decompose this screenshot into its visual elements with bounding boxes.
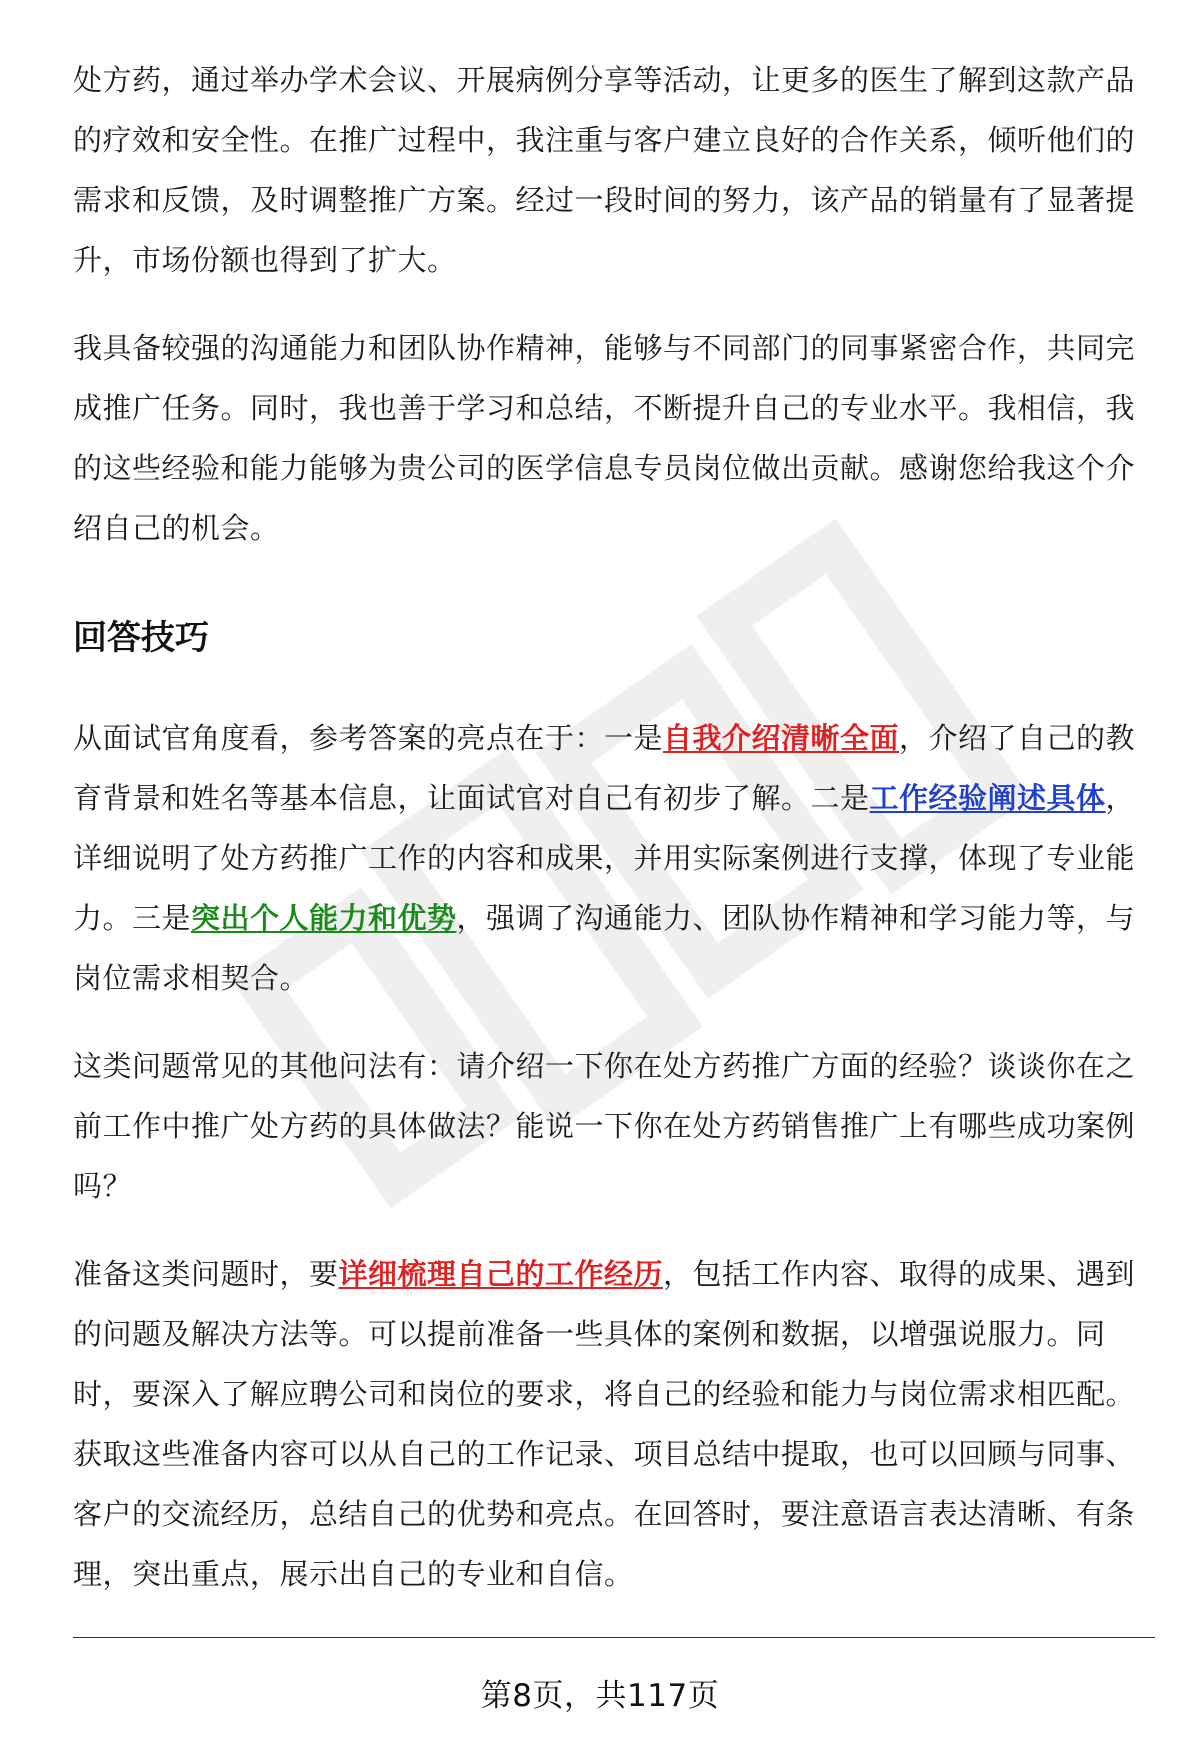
text-segment: ，强调了沟通能力、团队协作精神和学习能力等，与岗位需求相契合。 — [73, 901, 1136, 995]
document-body — [73, 50, 1145, 1604]
highlight-work-history: 详细梳理自己的工作经历 — [338, 1257, 664, 1291]
text-segment: ，包括工作内容、取得的成果、遇到的问题及解决方法等。可以提前准备一些具体的案例和数据，以增强说服力。同时，要深入了解应聘公司和岗位的要求，将自己的经验和能力与岗位需求相匹配。获取这些准备内容可以从自己的工作记录、项目总结中提取，也可以回顾与同事、客户的交流经历，总结自己的优势和亮点。在回答时，要注意语言表达清晰、有条理，突出重点，展示出自己的专业和自信。 — [73, 1257, 1136, 1591]
paragraph-highlights — [73, 708, 1145, 1008]
page-number: 第8页，共117页 — [480, 1678, 720, 1714]
section-heading: 回答技巧 — [73, 618, 209, 658]
text-segment: ，详细说明了处方药推广工作的内容和成果，并用实际案例进行支撑，体现了专业能力。三是 — [73, 781, 1136, 935]
text-segment: 从面试官角度看，参考答案的亮点在于：一是 — [73, 721, 664, 755]
text-segment: ，介绍了自己的教育背景和姓名等基本信息，让面试官对自己有初步了解。二是 — [73, 721, 1136, 815]
paragraph-other-questions: 这类问题常见的其他问法有：请介绍一下你在处方药推广方面的经验？谈谈你在之前工作中推广处方药的具体做法？能说一下你在处方药销售推广上有哪些成功案例吗？ — [73, 1049, 1136, 1203]
highlight-work-experience: 工作经验阐述具体 — [869, 781, 1106, 815]
text-segment: 准备这类问题时，要 — [73, 1257, 339, 1291]
highlight-personal-ability: 突出个人能力和优势 — [191, 901, 457, 935]
highlight-self-intro: 自我介绍清晰全面 — [663, 721, 900, 755]
paragraph-preparation — [73, 1244, 1145, 1604]
paragraph-experience: 处方药，通过举办学术会议、开展病例分享等活动，让更多的医生了解到这款产品的疗效和安全性。在推广过程中，我注重与客户建立良好的合作关系，倾听他们的需求和反馈，及时调整推广方案。经过一段时间的努力，该产品的销量有了显著提升，市场份额也得到了扩大。 — [73, 63, 1136, 277]
footer-divider — [73, 1637, 1155, 1638]
paragraph-abilities: 我具备较强的沟通能力和团队协作精神，能够与不同部门的同事紧密合作，共同完成推广任务。同时，我也善于学习和总结，不断提升自己的专业水平。我相信，我的这些经验和能力能够为贵公司的医学信息专员岗位做出贡献。感谢您给我这个介绍自己的机会。 — [73, 331, 1136, 545]
